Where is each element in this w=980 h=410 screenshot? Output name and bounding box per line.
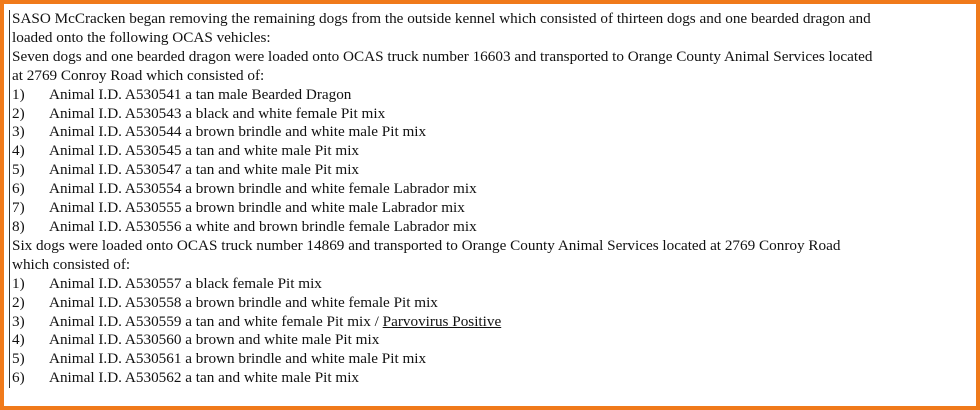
animal-description: Animal I.D. A530559 a tan and white female Pit mix / [49,312,383,330]
list-item [12,123,968,142]
list-item [12,142,968,161]
list-item-number: 1) [12,85,25,103]
list-item [12,294,968,313]
list-item-number: 5) [12,161,25,179]
paragraph-truck-16603-line1: Seven dogs and one bearded dragon were loaded onto OCAS truck number 16603 and transported to Orange County Animal Services located [12,47,873,65]
animal-description: Animal I.D. A530561 a brown brindle and white male Pit mix [49,350,427,368]
list-item-number: 4) [12,142,25,160]
animal-list-truck-16603 [12,86,968,237]
list-item-text [49,369,359,388]
animal-description: Animal I.D. A530544 a brown brindle and white male Pit mix [49,123,427,141]
list-item-number: 1) [12,274,25,292]
animal-description: Animal I.D. A530555 a brown brindle and white male Labrador mix [49,199,465,217]
list-item-text [49,105,385,124]
list-item [12,199,968,218]
list-item-number: 7) [12,199,25,217]
list-item [12,331,968,350]
list-item-number: 6) [12,369,25,387]
list-item [12,161,968,180]
animal-description: Animal I.D. A530562 a tan and white male Pit mix [49,369,360,387]
list-item [12,313,968,332]
animal-description: Animal I.D. A530557 a black female Pit mix [49,274,322,292]
animal-description: Animal I.D. A530545 a tan and white male Pit mix [49,142,360,160]
list-item [12,275,968,294]
list-item-text [49,275,322,294]
animal-description: Animal I.D. A530556 a white and brown brindle female Labrador mix [49,217,477,235]
animal-list-truck-14869 [12,275,968,388]
list-item-text [49,86,351,105]
list-item-text [49,294,438,313]
list-item-text [49,331,379,350]
paragraph-truck-16603-line2: at 2769 Conroy Road which consisted of: [12,66,265,84]
paragraph-kennel-intro [12,10,968,48]
document-page [4,4,976,406]
list-item-text [49,199,465,218]
animal-description: Animal I.D. A530541 a tan male Bearded Dragon [49,85,352,103]
list-item-number: 6) [12,180,25,198]
animal-description: Animal I.D. A530554 a brown brindle and white female Labrador mix [49,180,477,198]
paragraph-truck-14869-line2: which consisted of: [12,255,131,273]
list-item-number: 5) [12,350,25,368]
animal-description: Animal I.D. A530560 a brown and white male Pit mix [49,331,380,349]
animal-description: Animal I.D. A530547 a tan and white male Pit mix [49,161,360,179]
animal-description: Animal I.D. A530543 a black and white female Pit mix [49,104,386,122]
list-item-text [49,142,359,161]
list-item-number: 8) [12,217,25,235]
list-item-number: 3) [12,123,25,141]
list-item-text [49,161,359,180]
list-item [12,369,968,388]
list-item-number: 2) [12,293,25,311]
list-item-text [49,218,477,237]
parvovirus-note: Parvovirus Positive [382,312,502,330]
list-item [12,86,968,105]
paragraph-kennel-intro-line2: loaded onto the following OCAS vehicles: [12,28,271,46]
list-item-text [49,180,477,199]
list-item [12,350,968,369]
list-item-number: 4) [12,331,25,349]
animal-description: Animal I.D. A530558 a brown brindle and white female Pit mix [49,293,438,311]
list-item [12,180,968,199]
paragraph-truck-16603 [12,48,968,86]
paragraph-kennel-intro-line1: SASO McCracken began removing the remaining dogs from the outside kennel which consisted of thirteen dogs and one bearded dragon and [12,10,871,27]
list-item-number: 3) [12,312,25,330]
list-item-text [49,350,426,369]
paragraph-truck-14869-line1: Six dogs were loaded onto OCAS truck number 14869 and transported to Orange County Animal Services located at 2769 Conroy Road [12,236,841,254]
list-item [12,105,968,124]
list-item-text [49,123,426,142]
list-item-text [49,313,501,332]
paragraph-truck-14869 [12,237,968,275]
list-item [12,218,968,237]
list-item-number: 2) [12,104,25,122]
